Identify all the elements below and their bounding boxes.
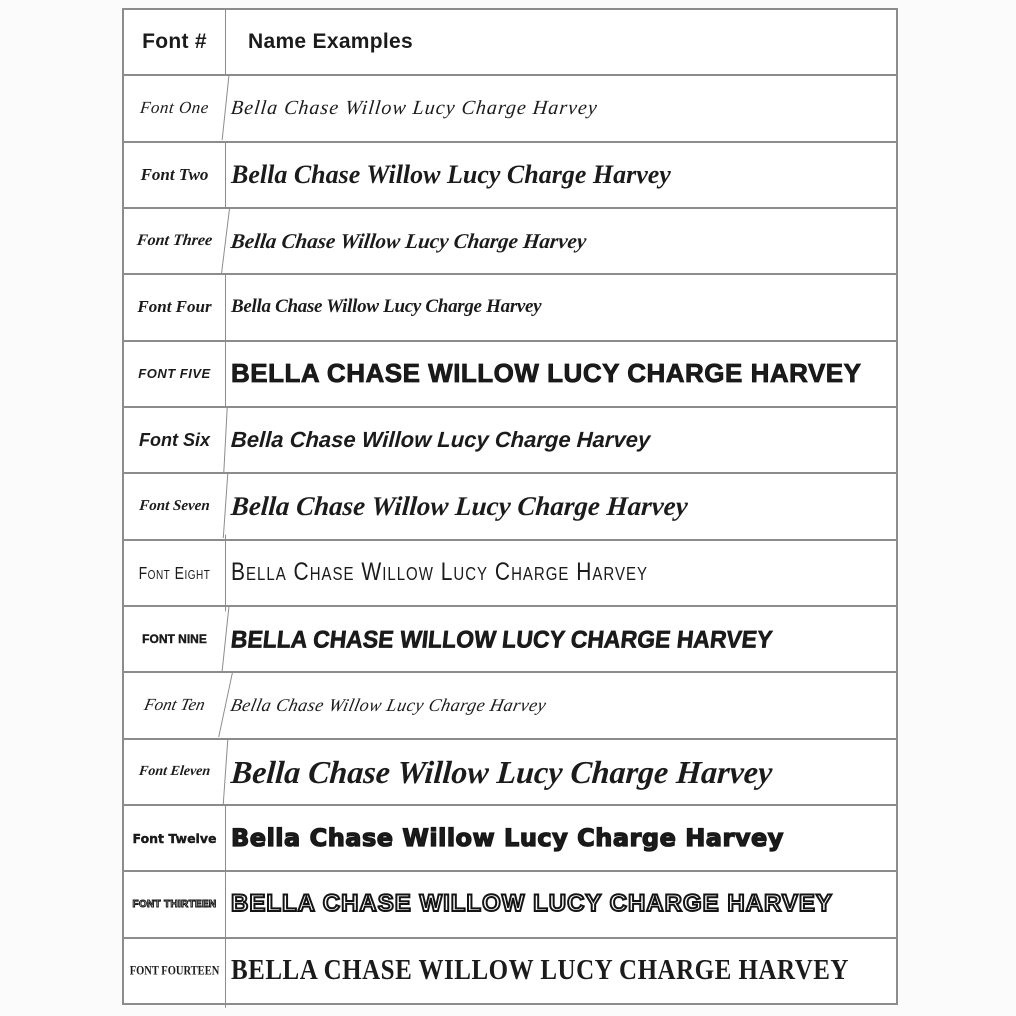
table-row bbox=[124, 605, 896, 671]
font-number-cell: Font Seven bbox=[138, 497, 211, 514]
font-number-cell: FONT FOURTEEN bbox=[129, 964, 220, 978]
font-number-cell: Font Eight bbox=[138, 562, 211, 583]
header-font-number: Font # bbox=[142, 30, 207, 54]
font-number-cell: Font Six bbox=[139, 429, 210, 450]
font-number-cell: Font One bbox=[139, 98, 210, 118]
name-example-cell: Bella Chase Willow Lucy Charge Harvey bbox=[218, 673, 903, 737]
font-number-cell: Font Three bbox=[135, 232, 214, 250]
name-example-cell: BELLA CHASE WILLOW LUCY CHARGE HARVEY bbox=[225, 872, 896, 936]
table-row bbox=[124, 406, 896, 472]
table-row bbox=[124, 937, 896, 1003]
table-header-row bbox=[124, 10, 896, 74]
font-number-cell: Font Two bbox=[140, 164, 209, 184]
table-row bbox=[124, 472, 896, 538]
name-example-cell: Bella Chase Willow Lucy Charge Harvey bbox=[225, 534, 896, 611]
table-row bbox=[124, 207, 896, 273]
name-example-cell: Bella Chase Willow Lucy Charge Harvey bbox=[225, 275, 896, 339]
table-row bbox=[124, 804, 896, 870]
table-row bbox=[124, 870, 896, 936]
font-number-cell: FONT FIVE bbox=[138, 366, 211, 382]
table-row bbox=[124, 738, 896, 804]
name-example-cell: Bella Chase Willow Lucy Charge Harvey bbox=[223, 408, 897, 472]
font-number-cell: Font Twelve bbox=[132, 830, 217, 846]
table-row bbox=[124, 539, 896, 605]
name-example-cell: Bella Chase Willow Lucy Charge Harvey bbox=[222, 76, 900, 140]
name-example-cell: Bella Chase Willow Lucy Charge Harvey bbox=[225, 806, 896, 870]
name-example-cell: BELLA CHASE WILLOW LUCY CHARGE HARVEY bbox=[225, 342, 896, 406]
table-row bbox=[124, 141, 896, 207]
header-name-examples: Name Examples bbox=[225, 10, 896, 74]
table-row bbox=[124, 340, 896, 406]
name-example-cell: BELLA CHASE WILLOW LUCY CHARGE HARVEY bbox=[225, 934, 896, 1008]
name-example-cell: Bella Chase Willow Lucy Charge Harvey bbox=[223, 474, 898, 538]
font-number-cell: FONT THIRTEEN bbox=[132, 898, 217, 910]
font-number-cell: Font Ten bbox=[142, 695, 207, 715]
name-example-cell: Bella Chase Willow Lucy Charge Harvey bbox=[225, 143, 896, 207]
name-example-cell: Bella Chase Willow Lucy Charge Harvey bbox=[221, 209, 900, 273]
font-number-cell: FONT NINE bbox=[142, 632, 207, 647]
font-number-cell: Font Eleven bbox=[138, 763, 211, 779]
table-row bbox=[124, 671, 896, 737]
table-row bbox=[124, 273, 896, 339]
font-number-cell: Font Four bbox=[137, 297, 212, 317]
name-example-cell: Bella Chase Willow Lucy Charge Harvey bbox=[223, 740, 898, 804]
font-sample-table bbox=[122, 8, 898, 1005]
name-example-cell: BELLA CHASE WILLOW LUCY CHARGE HARVEY bbox=[221, 605, 899, 673]
table-row bbox=[124, 74, 896, 140]
